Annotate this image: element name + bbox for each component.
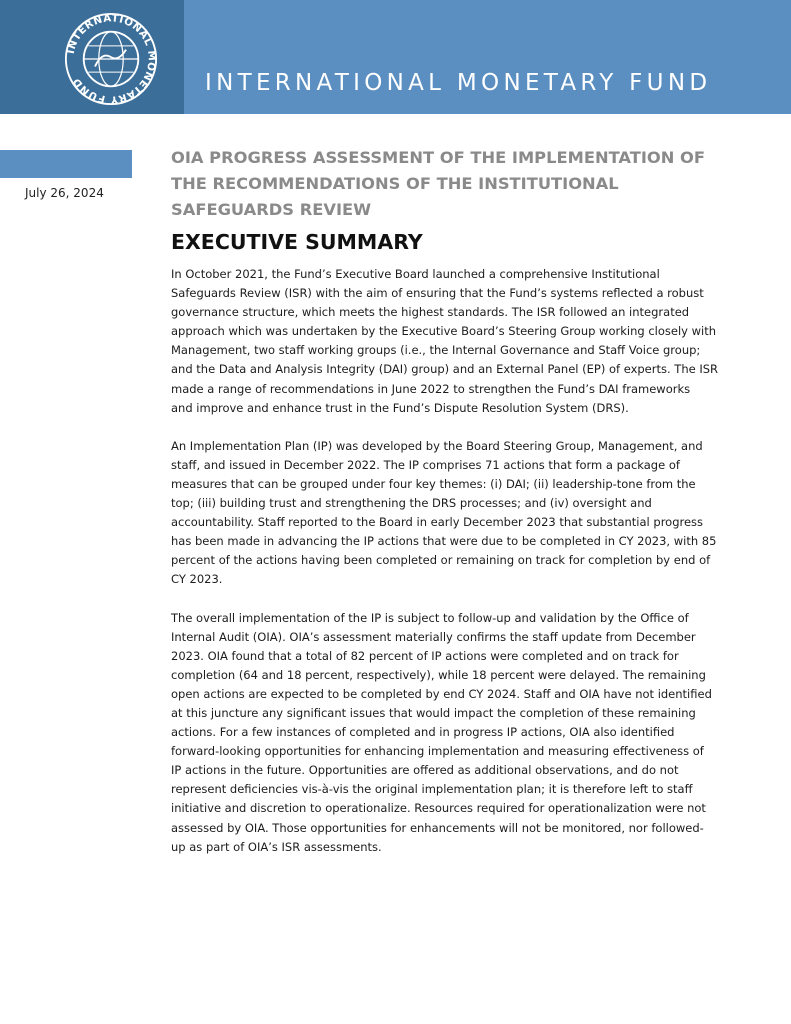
header-banner — [0, 0, 791, 114]
imf-seal-icon — [64, 12, 158, 106]
section-heading: EXECUTIVE SUMMARY — [171, 230, 423, 254]
executive-summary-body — [171, 265, 741, 876]
svg-text:INTERNATIONAL MONETARY FUND: INTERNATIONAL MONETARY FUND — [64, 12, 158, 106]
report-title: OIA PROGRESS ASSESSMENT OF THE IMPLEMENTATION OF THE RECOMMENDATIONS OF THE INSTITUTIONAL SAFEGUARDS REVIEW — [171, 148, 706, 219]
organization-name: INTERNATIONAL MONETARY FUND — [205, 70, 712, 96]
summary-paragraph: In October 2021, the Fund’s Executive Board launched a comprehensive Institutional Safeguards Review (ISR) with the aim of ensuring that the Fund’s systems reflected a robust governance structure, which meets the highest standards. The ISR followed an integrated approach which was undertaken by the Executive Board’s Steering Group working closely with Management, two staff working groups (i.e., the Internal Governance and Staff Voice group; and the Data and Analysis Integrity (DAI) group) and an External Panel (EP) of experts. The ISR made a range of recommendations in June 2022 to strengthen the Fund’s DAI frameworks and improve and enhance trust in the Fund’s Dispute Resolution System (DRS). — [171, 267, 719, 415]
date-accent-bar — [0, 150, 132, 178]
summary-paragraph: The overall implementation of the IP is subject to follow-up and validation by the Office of Internal Audit (OIA). OIA’s assessment materially confirms the staff update from December 2023. OIA found that a total of 82 percent of IP actions were completed and on track for completion (64 and 18 percent, respectively), while 18 percent were delayed. The remaining open actions are expected to be completed by end CY 2024. Staff and OIA have not identified at this juncture any significant issues that would impact the completion of these remaining actions. For a few instances of completed and in progress IP actions, OIA also identified forward-looking opportunities for enhancing implementation and measuring effectiveness of IP actions in the future. Opportunities are offered as additional observations, and do not represent deficiencies vis-à-vis the original implementation plan; it is therefore left to staff initiative and discretion to operationalize. Resources required for operationalization were not assessed by OIA. Those opportunities for enhancements will not be monitored, nor followed- up as part of OIA’s ISR assessments. — [171, 610, 712, 854]
summary-paragraph: An Implementation Plan (IP) was developed by the Board Steering Group, Management, and staff, and issued in December 2022. The IP comprises 71 actions that form a package of measures that can be grouped under four key themes: (i) DAI; (ii) leadership-tone from the top; (iii) building trust and strengthening the DRS processes; and (iv) oversight and accountability. Staff reported to the Board in early December 2023 that substantial progress has been made in advancing the IP actions that were due to be completed in CY 2023, with 85 percent of the actions having been completed or remaining on track for completion by end of CY 2023. — [171, 438, 717, 587]
logo-panel — [0, 0, 184, 114]
document-date: July 26, 2024 — [25, 186, 104, 200]
